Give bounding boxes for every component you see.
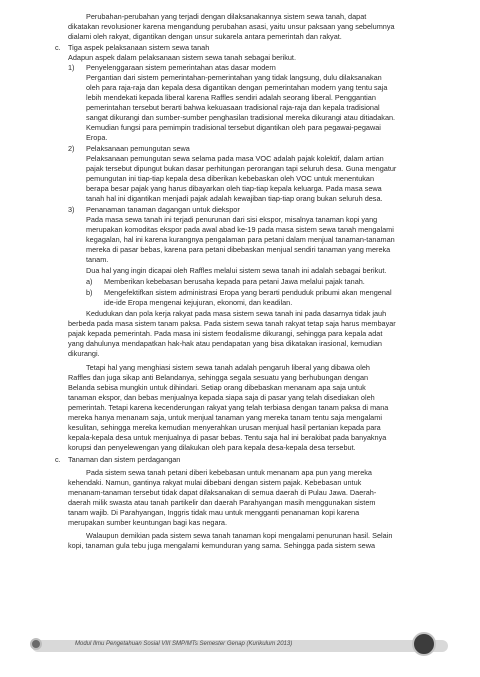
- text-line: pajak tersebut dipungut bukan dasar perhitungan perorangan tapi seluruh desa. Guna mengatur: [86, 164, 397, 173]
- text-line: Kemudian fungsi para pemimpin tradisional tersebut digantikan oleh para pegawai-pegawai: [86, 123, 381, 132]
- item-title: Pelaksanaan pemungutan sewa: [86, 144, 190, 153]
- text-line: yang dahulunya mendapatkan hak-hak atau pendapatan yang bisa dikatakan irasional, kemudian: [68, 339, 382, 348]
- text-line: merupakan sumber keuntungan bagi kas negara.: [68, 518, 228, 527]
- text-line: tanah hal ini digantikan menjadi pajak adalah kewajiban tiap-tiap orang bukan seluruh desa.: [86, 194, 383, 203]
- text-line: Eropa.: [86, 133, 108, 142]
- text-line: Mengefektifkan sistem administrasi Eropa yang berarti penduduk pribumi akan mengenal: [104, 288, 392, 297]
- text-line: pemerintah. Tetapi karena kecenderungan rakyat yang telah terbiasa dengan tanam paksa di mana: [68, 403, 389, 412]
- text-line: Pada masa sewa tanah ini terjadi penurunan dari sisi ekspor, misalnya tanaman kopi yang: [86, 215, 378, 224]
- text-line: mereka di pasar bebas, karena para petani dibebaskan menjual sendiri tanaman yang mereka: [86, 245, 391, 254]
- text-line: menanam-tanaman tersebut tidak dapat dilaksanakan di semua daerah di Pulau Jawa. Daerah-: [68, 488, 377, 497]
- item-title: Penanaman tanaman dagangan untuk diekspor: [86, 205, 240, 214]
- text-line: Dua hal yang ingin dicapai oleh Raffles melalui sistem sewa tanah ini adalah sebagai berikut.: [86, 266, 387, 275]
- item-number: 2): [68, 144, 75, 153]
- item-number: 1): [68, 63, 75, 72]
- item-title: Penyelenggaraan sistem pemerintahan atas dasar modern: [86, 63, 276, 72]
- section-heading: Tanaman dan sistem perdagangan: [68, 455, 181, 464]
- text-line: Tetapi hal yang menghiasi sistem sewa tanah adalah pengaruh liberal yang dibawa oleh: [86, 363, 370, 372]
- text-line: dikatakan revolusioner karena mengandung perubahan asasi, yaitu unsur paksaan yang sebelumnya: [68, 22, 395, 31]
- text-line: lebih mendekati kepada liberal karena Raffles sendiri adalah seorang liberal. Penggantian: [86, 93, 376, 102]
- text-line: mereka hanya menanam saja, untuk menjual tanaman yang mereka tanam tentu saja mengalami: [68, 413, 382, 422]
- logo-badge-icon: [412, 632, 436, 656]
- text-line: oleh para raja-raja dan kepala desa digantikan dengan pemerintahan modern yang tentu saja: [86, 83, 388, 92]
- section-label: c.: [55, 455, 61, 464]
- text-line: dialami oleh rakyat, digantikan dengan unsur sukarela antara pemerintah dan rakyat.: [68, 32, 342, 41]
- text-line: kesulitan, sehingga mereka kemudian menyerahkan urusan menjual hasil pertanian kepada para: [68, 423, 381, 432]
- text-line: berapa besar pajak yang harus dibayarkan oleh tiap-tiap kepala keluarga. Pada masa sewa: [86, 184, 382, 193]
- text-line: tanam.: [86, 255, 109, 264]
- section-label: c.: [55, 43, 61, 52]
- text-line: Raffles dan juga sikap anti Belandanya, sehingga segala sesuatu yang berhubungan dengan: [68, 373, 369, 382]
- text-line: tanam wajib. Di Parahyangan, Inggris tidak mau untuk mengganti penanaman kopi karena: [68, 508, 360, 517]
- section-lead: Adapun aspek dalam pelaksanaan sistem sewa tanah sebagai berikut.: [68, 53, 296, 62]
- text-line: dikurangi.: [68, 349, 100, 358]
- text-line: pemungutan ini tiap-tiap kepala desa diberikan kebebaskan oleh VOC untuk menentukan: [86, 174, 375, 183]
- text-line: berbeda pada masa sistem tanam paksa. Pada sistem sewa tanah rakyat tetap saja harus membayar: [68, 319, 396, 328]
- text-line: kopi, tanaman gula tebu juga mengalami kemunduran yang sama. Sehingga pada sistem sewa: [68, 541, 376, 550]
- aim-label: a): [86, 277, 93, 286]
- text-line: Memberikan kebebasan berusaha kepada para petani Jawa melalui pajak tanah.: [104, 277, 365, 286]
- text-line: Pergantian dari sistem pemerintahan-pemerintahan yang tidak langsung, dulu dilaksanakan: [86, 73, 382, 82]
- text-line: korupsi dan penyelewengan yang dilakukan oleh para kepala desa-kepala desa tersebut.: [68, 443, 356, 452]
- footer-text: Modul Ilmu Pengetahuan Sosial VIII SMP/MTs Semester Genap (Kurikulum 2013): [75, 641, 293, 647]
- text-line: Kedudukan dan pola kerja rakyat pada masa sistem sewa tanah ini pada dasarnya tidak jauh: [86, 309, 387, 318]
- text-line: kehendaki. Namun, gantinya rakyat mulai dibebani dengan sistem pajak. Kebebasan untuk: [68, 478, 362, 487]
- text-line: tanaman ekspor, dan bebas menjualnya kepada siapa saja di pasar yang telah disediakan oleh: [68, 393, 375, 402]
- aim-label: b): [86, 288, 93, 297]
- text-line: Perubahan-perubahan yang terjadi dengan dilaksanakannya sistem sewa tanah, dapat: [86, 12, 367, 21]
- bullet-circle-icon: [30, 638, 42, 650]
- text-line: kegagalan, hal ini karena kurangnya pengalaman para petani dalam menjual tanaman-tanaman: [86, 235, 395, 244]
- text-line: pajak kepada pemerintah. Pada masa ini sistem feodalisme dikurangi, sehingga para kepala adat: [68, 329, 383, 338]
- text-line: kepala-kepala desa untuk menjualnya di pasar bebas. Tentu saja hal ini berakibat pada banyaknya: [68, 433, 387, 442]
- text-line: Belanda sebisa mungkin untuk dihindari. Setiap orang dibebaskan menanam apa saja untuk: [68, 383, 366, 392]
- text-line: daerah milik swasta atau tanah partikelir dan daerah Parahyangan masih menggunakan sistem: [68, 498, 376, 507]
- section-heading: Tiga aspek pelaksanaan sistem sewa tanah: [68, 43, 210, 52]
- text-line: pemerintahan tersebut berarti bahwa kekuasaan tradisional raja-raja dan kepala tradisional: [86, 103, 380, 112]
- item-number: 3): [68, 205, 75, 214]
- text-line: sangat dikurangi dan sumber-sumber penghasilan tradisional mereka dikurangi atau ditiadakan.: [86, 113, 396, 122]
- text-line: ide-ide Eropa mengenai kejujuran, ekonomi, dan keadilan.: [104, 298, 293, 307]
- text-line: Pada sistem sewa tanah petani diberi kebebasan untuk menanam apa pun yang mereka: [86, 468, 372, 477]
- text-line: merupakan komoditas ekspor pada awal abad ke-19 pada masa sistem sewa tanah mengalami: [86, 225, 394, 234]
- text-line: Walaupun demikian pada sistem sewa tanah tanaman kopi mengalami penurunan hasil. Selain: [86, 531, 393, 540]
- text-line: Pelaksanaan pemungutan sewa selama pada masa VOC adalah pajak kolektif, dalam artian: [86, 154, 384, 163]
